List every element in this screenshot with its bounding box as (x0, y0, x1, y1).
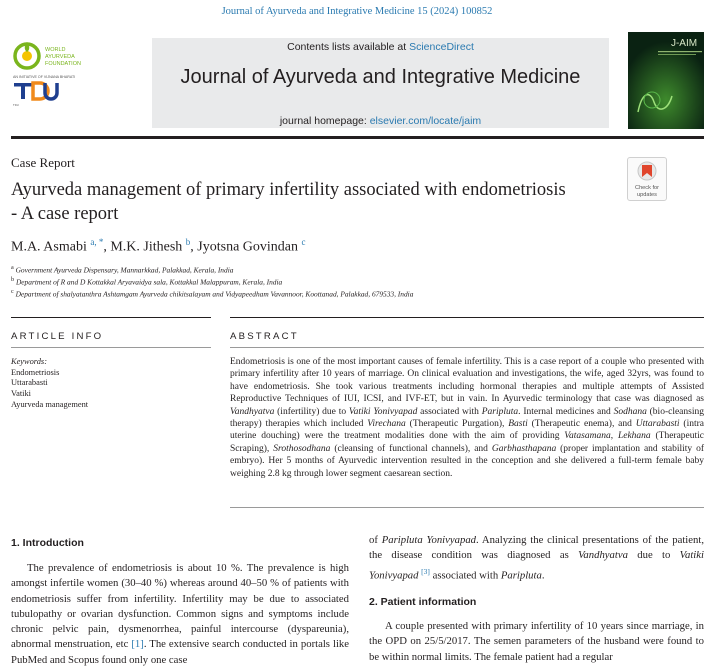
world-ayurveda-foundation-logo (11, 40, 151, 128)
patient-information-paragraph: A couple presented with primary infertility of 10 years since marriage, in the OPD on 25/5/2017. The semen parameters of the husband were found to be within normal limits. The female patient had a regular (369, 620, 704, 663)
logo-tagline: AN INITIATIVE OF VIJNANA BHARATI (13, 75, 76, 79)
intro-text: . The extensive search conducted in portals like PubMed and Scopus found only one case (11, 638, 350, 666)
article-type: Case Report (11, 155, 75, 170)
body-term: Paripluta Yonivyapad (381, 534, 477, 546)
affiliation (11, 289, 413, 298)
affil-sup: c (11, 289, 14, 295)
author-name[interactable]: Jyotsna Govindan (197, 239, 299, 255)
abstract-text (230, 356, 704, 480)
article-title (11, 178, 621, 226)
check-badge-line-2: updates (637, 192, 657, 198)
contents-prefix: Contents lists available at (287, 41, 410, 53)
publisher-logo (11, 40, 151, 128)
citation-link[interactable]: [1] (131, 638, 144, 651)
affil-text: Department of shalyatanthra Ashtamgam Ayurveda chikitsalayam and Vidyapeedham Vavannoor, Koottanad, Palakkad, 679533, India (15, 289, 414, 299)
author-name[interactable]: M.K. Jithesh (110, 239, 183, 255)
article-title-line-1: Ayurveda management of primary infertility associated with endometriosis (11, 180, 566, 200)
affiliation (11, 265, 233, 274)
abstract-fragment: (Therapeutic enema), and (527, 419, 636, 430)
author-affil-sup[interactable]: b (185, 237, 191, 247)
journal-homepage-link[interactable]: elsevier.com/locate/jaim (369, 115, 482, 127)
affil-sup: a (11, 265, 14, 271)
affiliation (11, 277, 282, 286)
author-name[interactable]: M.A. Asmabi (11, 239, 87, 255)
author-list: M.A. Asmabi $^{a, *}$, M.K. Jithesh $^b$, Jyotsna Govindan $^c$ (11, 237, 306, 255)
continued-paragraph (369, 533, 704, 583)
check-badge-line-1: Check for (635, 185, 659, 191)
keyword-item: Endometriosis (11, 367, 60, 377)
homepage-line (152, 115, 609, 127)
affil-text: Government Ayurveda Dispensary, Mannarkkad, Palakkad, Kerala, India (15, 265, 234, 275)
journal-citation[interactable]: Journal of Ayurveda and Integrative Medicine 15 (2024) 100852 (221, 6, 493, 17)
contents-line (152, 41, 609, 53)
affil-text: Department of R and D Kottakkal Aryavaidya sala, Kottakkal Malappuram, Kerala, India (15, 277, 283, 287)
abstract-term: Vandhyatva (230, 406, 275, 417)
body-term: Vatiki Yonivyapad (369, 549, 704, 582)
abstract-term: Vatasamana (564, 431, 611, 442)
logo-text-ayurveda: AYURVEDA (45, 54, 75, 60)
body-term: Vandhyatva (578, 549, 628, 562)
body-text: . Analyzing the clinical presentations of the patient, the disease condition was diagnosed as (369, 534, 705, 562)
abstract-fragment: (proper implantation and stability of embryo). Her 5 months of Ayurvedic intervention resulted in the conception and she delivered a full-term female baby weighing 2.8 kg through lower segment caesarean section. (230, 443, 704, 479)
header-rule (11, 136, 704, 139)
abstract-term: Basti (508, 419, 528, 430)
abstract-term: Virechana (367, 419, 406, 430)
abstract-fragment: Endometriosis is one of the most important causes of female infertility. This is a case report of a couple who presented with primary infertility after 10 years of marriage. On clinical evaluation and investigations, the wife, aged 32yrs, was found to have endometriosis. She took various treatments including hormonal therapies and multiple attempts of Assisted Reproductive Techniques of IUI, ICSI, and IVF-ET, but in vain. In Ayurvedic terminology that case was diagnosed as (230, 357, 704, 405)
body-text: due to (627, 549, 680, 562)
body-text: associated with (429, 569, 501, 582)
abstract-fragment: , (610, 431, 618, 442)
abstract-term: Uttarabasti (635, 419, 680, 430)
article-title-line-2: - A case report (11, 204, 119, 224)
keywords-label: Keywords: (11, 357, 47, 366)
abstract-fragment: (Therapeutic Purgation), (405, 419, 509, 430)
homepage-prefix: journal homepage: (279, 115, 370, 127)
abstract-term: Paripluta (481, 406, 519, 417)
abstract-bottom-rule (230, 507, 704, 508)
body-text: of (369, 534, 382, 546)
abstract-fragment: (bio-cleansing therapy) therapies which included (230, 406, 704, 430)
check-for-updates-button[interactable] (627, 157, 667, 201)
abstract-term: Garbhasthapana (491, 443, 557, 454)
abstract-term: Vatiki Yonivyapad (348, 406, 418, 417)
abstract-term: Srothosodhana (273, 443, 331, 454)
abstract-heading: ABSTRACT (230, 331, 299, 342)
sciencedirect-link[interactable]: ScienceDirect (409, 41, 474, 53)
abstract-term: Sodhana (613, 406, 647, 417)
section-heading-patient-information: 2. Patient information (369, 596, 477, 608)
keyword-item: Vatiki (11, 389, 32, 399)
body-text: . (541, 569, 545, 582)
abstract-fragment: . Internal medicines and (518, 406, 614, 417)
keywords-list (11, 357, 88, 411)
cover-art (628, 32, 704, 129)
abstract-fragment: (cleansing of functional channels), and (330, 443, 492, 454)
author-affil-sup[interactable]: a, * (90, 237, 104, 247)
cover-title: J-AIM (670, 38, 698, 49)
abstract-subrule (230, 347, 704, 348)
journal-title: Journal of Ayurveda and Integrative Medicine (180, 66, 581, 88)
abstract-fragment: associated with (417, 406, 482, 417)
body-term: Paripluta (500, 569, 542, 582)
abstract-fragment: (Therapeutic Scraping), (230, 431, 704, 454)
article-info-heading: ARTICLE INFO (11, 331, 104, 342)
abstract-term: Lekhana (617, 431, 651, 442)
logo-text-foundation: FOUNDATION (45, 61, 81, 67)
article-info-subrule (11, 347, 211, 348)
keyword-item: Ayurveda management (11, 399, 89, 409)
logo-text-world: WORLD (45, 47, 66, 53)
logo-tdu-text: TDU (13, 103, 19, 107)
abstract-rule (230, 317, 704, 318)
author-affil-sup[interactable]: c (301, 237, 306, 247)
check-updates-icon (628, 158, 666, 200)
abstract-fragment: (intra uterine douching) were the treatment modalities done with the aim of providing (230, 419, 704, 442)
section-heading-introduction: 1. Introduction (11, 537, 84, 549)
journal-cover-thumbnail[interactable] (628, 32, 704, 129)
affil-sup: b (11, 277, 15, 283)
article-info-rule (11, 317, 211, 318)
intro-text: The prevalence of endometriosis is about 10 %. The prevalence is high amongst infertile women (30–40 %) whereas around 40–50 % of patients with endometriosis suffer from infertility. Infertility may be due to associated tubulopathy or ovarian dysfunction. Common signs and symptoms include chronic pelvic pain, dysmenorrhea, painful intercourse (dyspareunia), abnormal menstruation, etc (11, 562, 349, 651)
citation-link[interactable]: [3] (421, 566, 430, 576)
abstract-fragment: (infertility) due to (274, 406, 349, 417)
keyword-item: Uttarabasti (11, 378, 48, 388)
introduction-paragraph (11, 561, 349, 668)
